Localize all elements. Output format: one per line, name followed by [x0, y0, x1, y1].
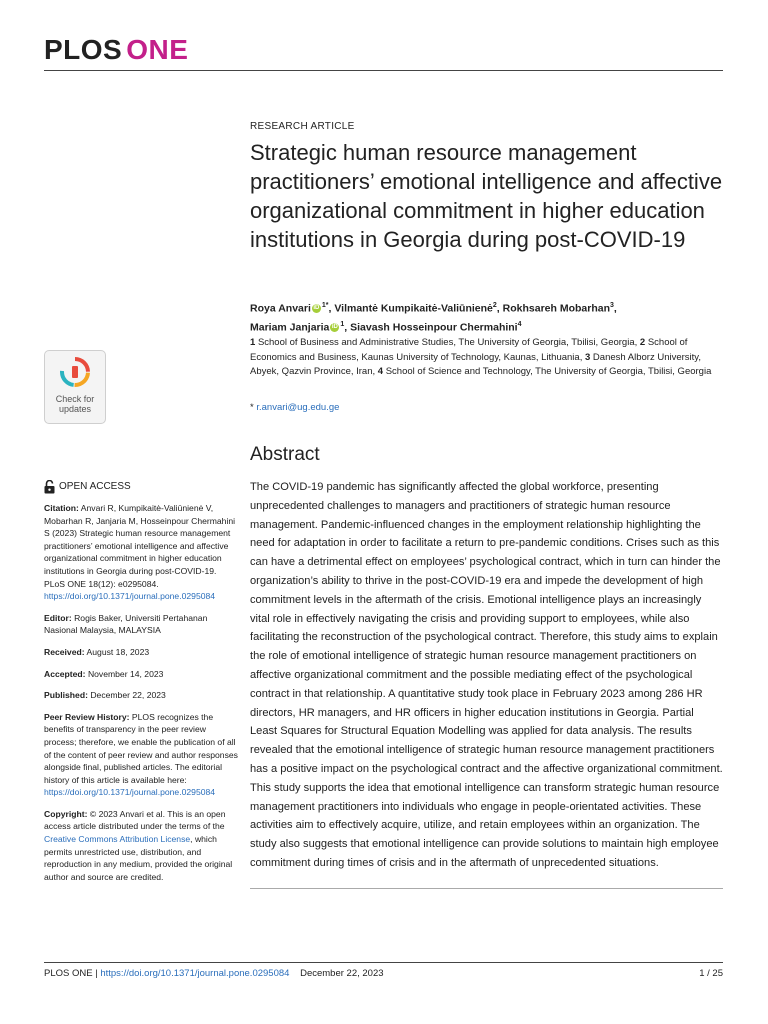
footer-journal: PLOS ONE |	[44, 968, 98, 979]
published	[44, 689, 238, 702]
page-footer	[44, 968, 723, 979]
author-affil: 1	[340, 320, 345, 328]
affiliation-number: 2	[639, 337, 646, 348]
check-badge-line2: updates	[58, 404, 92, 414]
author-name: Roya Anvari	[250, 302, 311, 315]
footer-divider	[44, 962, 723, 963]
affiliation-number: 4	[377, 366, 384, 377]
affiliation-number: 1	[250, 337, 256, 348]
article-title: Strategic human resource management practitioners’ emotional intelligence and affective organizational commitment in higher education institutions in Georgia during post-COVID-19	[250, 140, 723, 252]
check-for-updates-badge[interactable]	[44, 350, 106, 424]
open-lock-icon	[44, 480, 55, 494]
published-label: Published:	[44, 690, 88, 701]
affiliation-text: School of Science and Technology, The University of Georgia, Tbilisi, Georgia	[385, 366, 712, 377]
affiliation-text: School of Economics and Business, Kaunas University of Technology, Kaunas, Lithuania,	[250, 337, 688, 363]
abstract-heading: Abstract	[250, 444, 320, 465]
abstract-divider	[250, 888, 723, 889]
page-number: 1 / 25	[699, 968, 723, 979]
citation	[44, 502, 238, 603]
affiliations	[250, 336, 725, 380]
author-affil: 1*	[321, 302, 329, 309]
orcid-icon[interactable]: iD	[331, 323, 338, 330]
open-access	[44, 480, 238, 494]
copyright-text-end: , which permits unrestricted use, distribution, and reproduction in any medium, provided the original author and source are credited.	[44, 834, 233, 882]
received-date: August 18, 2023	[86, 646, 150, 657]
received-label: Received:	[44, 646, 85, 657]
license-link[interactable]: Creative Commons Attribution License	[44, 834, 191, 845]
author-name: Mariam Janjaria	[250, 321, 330, 333]
peer-review-label: Peer Review History:	[44, 711, 130, 722]
author-name: Rokhsareh Mobarhan	[502, 302, 610, 315]
accepted	[44, 668, 238, 681]
footer-date: December 22, 2023	[300, 968, 384, 979]
copyright	[44, 808, 238, 884]
corresponding-author	[250, 402, 339, 413]
corresponding-email-link[interactable]: r.anvari@ug.edu.ge	[256, 402, 340, 413]
journal-logo	[44, 34, 188, 66]
article-info-sidebar	[44, 480, 238, 892]
open-access-label: OPEN ACCESS	[59, 480, 131, 492]
editor	[44, 612, 238, 637]
copyright-label: Copyright:	[44, 808, 88, 819]
peer-review-link[interactable]: https://doi.org/10.1371/journal.pone.0295084	[44, 787, 216, 798]
author-affil: 4	[517, 320, 522, 328]
abstract-text: The COVID-19 pandemic has significantly affected the global workforce, presenting unprecedented challenges to managers and practitioners of strategic human resource management. Pandemic-influenced changes in the employment relationship highlighting the need for adaptation in order to facilitate a return to pre-pandemic conditions. Crises such as this can have a detrimental effect on employees’ psychological contract, which in turn can hinder the organization’s ability to thrive in the post-COVID-19 era and impede the development of high commitment levels in the aftermath of the crisis. Emotional intelligence plays an increasingly vital role in effectively navigating the crisis and providing support to employees, while also facilitating the reconstruction of the psychological contract. Therefore, this study aims to explain the role of emotional intelligence of strategic human resource management practitioners on affective organizational commitment and the possible mediating effect of the psychological contract in that relationship. A quantitative study took place in February 2023 among 286 HR directors, HR managers, and HR officers in higher education institutions in Georgia. Partial Least Squares for Structural Equation Modelling was applied for data analysis. The results revealed that the emotional intelligence of strategic human resource management practitioners has a positive impact on the psychological contract and the affective organizational commitment. This study supports the idea that emotional intelligence can transform strategic human resource management practitioners into individuals who engage in people-orientated activities. These activities aim to effectively acquire, utilize, and retain employees within an organization. The study also suggests that emotional intelligence can provide solutions to maintain high employee commitment during times of crisis and in the aftermath of unprecedented situations.	[250, 481, 723, 869]
corresponding-star: *	[250, 402, 254, 413]
author-name: Vilmantė Kumpikaitė-Valiūnienė	[334, 302, 493, 315]
orcid-icon[interactable]: iD	[313, 305, 320, 312]
accepted-label: Accepted:	[44, 668, 86, 679]
header-divider	[44, 70, 723, 71]
check-for-updates-icon	[60, 357, 90, 387]
journal-logo-one: ONE	[126, 34, 189, 65]
journal-logo-plos: PLOS	[44, 34, 123, 65]
affiliation-number: 3	[584, 351, 591, 363]
accepted-date: November 14, 2023	[87, 668, 164, 679]
citation-label: Citation:	[44, 503, 79, 513]
affiliation-text: School of Business and Administrative Studies, The University of Georgia, Tbilisi, Georgia,	[257, 337, 638, 348]
footer-doi-link[interactable]: https://doi.org/10.1371/journal.pone.0295084	[100, 968, 290, 979]
published-date: December 22, 2023	[90, 690, 166, 701]
citation-text: Anvari R, Kumpikaitė-Valiūnienė V, Mobarhan R, Janjaria M, Hosseinpour Chermahini S (2023) Strategic human resource management practitioners’ emotional intelligence and affective organizational commitment in higher education institutions in Georgia during post-COVID-19. PLoS ONE 18(12): e0295084.	[44, 503, 236, 589]
author-name: Siavash Hosseinpour Chermahini	[350, 321, 518, 333]
received	[44, 646, 238, 659]
author-affil: 2	[492, 302, 497, 309]
affiliation-text: Danesh Alborz University, Abyek, Qazvin Province, Iran,	[250, 351, 701, 377]
citation-doi-link[interactable]: https://doi.org/10.1371/journal.pone.0295084	[44, 591, 216, 602]
article-type: RESEARCH ARTICLE	[250, 121, 355, 132]
peer-review-text: PLOS recognizes the benefits of transparency in the peer review process; therefore, we enable the publication of all of the content of peer review and author responses alongside final, published articles. The editorial history of this article is available here:	[44, 711, 238, 785]
author-list: Roya Anvari iD $^{1*}$, Vilmantė Kumpikaitė-Valiūnienė$^2$, Rokhsareh Mobarhan$^3$, Mariam Janjaria iD $^1$, Siavash Hosseinpour Chermahini$^4$	[250, 302, 617, 333]
editor-label: Editor:	[44, 612, 72, 623]
editor-text: Rogis Baker, Universiti Pertahanan Nasional Malaysia, MALAYSIA	[44, 612, 208, 636]
copyright-text: © 2023 Anvari et al. This is an open access article distributed under the terms of the	[44, 808, 226, 832]
check-badge-line1: Check for	[55, 394, 95, 404]
author-affil: 3	[610, 302, 614, 309]
peer-review-history	[44, 711, 238, 799]
